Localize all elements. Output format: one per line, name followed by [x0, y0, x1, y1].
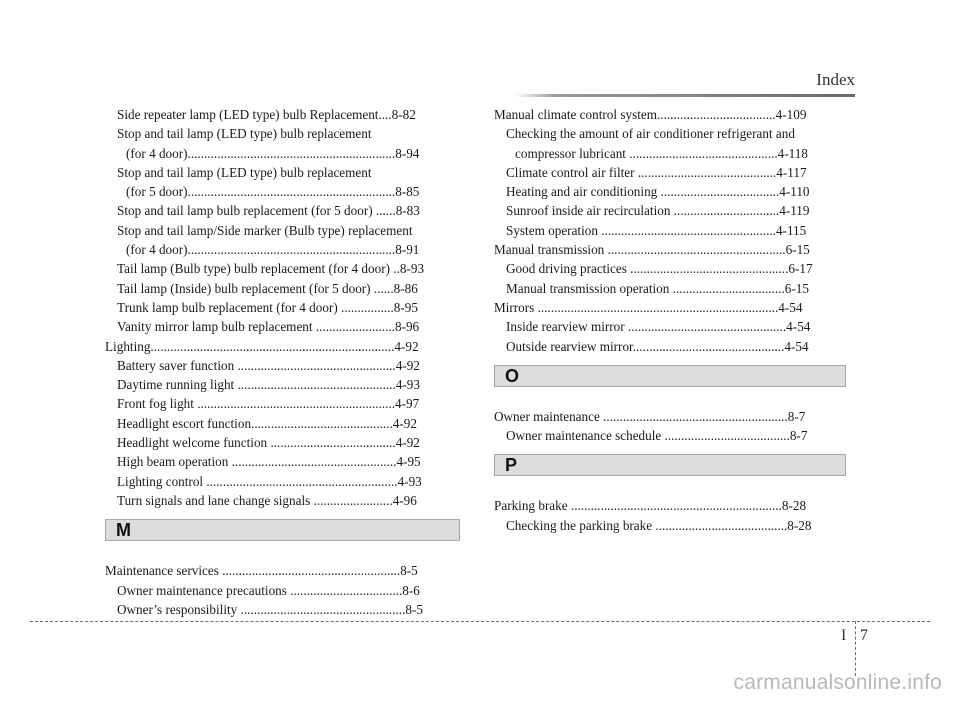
index-entry: Lighting..........................................................................4-92 — [105, 338, 419, 354]
index-entry: Stop and tail lamp/Side marker (Bulb type) replacement — [117, 222, 413, 238]
index-entry: Checking the parking brake ........................................8-28 — [506, 517, 812, 533]
left-entries-list — [105, 105, 460, 510]
index-entry: Tail lamp (Bulb type) bulb replacement (for 4 door) ..8-93 — [117, 261, 425, 277]
page-number: 7 — [860, 627, 868, 644]
section-header-o — [494, 365, 846, 387]
index-entry: Inside rearview mirror ................................................4-54 — [506, 319, 811, 335]
section-letter-p: P — [505, 455, 518, 476]
index-column-right — [494, 105, 846, 535]
index-entry: Outside rearview mirror..............................................4-54 — [506, 338, 809, 354]
index-entry: Sunroof inside air recirculation ................................4-119 — [506, 203, 810, 219]
index-entry: Owner maintenance ........................................................8-7 — [494, 408, 806, 424]
index-entry: Daytime running light ................................................4-93 — [117, 377, 420, 393]
right-entries-list — [494, 105, 846, 356]
index-entry: Manual climate control system....................................4-109 — [494, 107, 807, 122]
section-header-m — [105, 519, 460, 541]
index-entry: Owner’s responsibility ..................................................8-5 — [117, 601, 423, 617]
index-entry: Stop and tail lamp (LED type) bulb replacement — [117, 126, 372, 142]
index-entry: Battery saver function ................................................4-92 — [117, 357, 420, 373]
header-rule — [515, 94, 855, 97]
section-header-p — [494, 454, 846, 476]
index-entry: Turn signals and lane change signals ........................4-96 — [117, 492, 417, 508]
index-entry: High beam operation ..................................................4-95 — [117, 454, 421, 470]
index-entry: Mirrors .........................................................................4-54 — [494, 299, 803, 315]
index-entry: Manual transmission ......................................................6-15 — [494, 242, 810, 258]
index-entry: Front fog light ............................................................4-97 — [117, 396, 420, 412]
index-column-left — [105, 105, 460, 619]
index-entry: (for 4 door)...............................................................8-91 — [126, 242, 420, 258]
index-entry: Vanity mirror lamp bulb replacement ........................8-96 — [117, 319, 420, 335]
index-entry: compressor lubricant .............................................4-118 — [515, 145, 808, 161]
watermark: carmanualsonline.info — [733, 671, 942, 694]
index-entry: Headlight escort function...........................................4-92 — [117, 415, 417, 431]
section-letter-o: O — [505, 365, 520, 386]
index-entry: (for 4 door)...............................................................8-94 — [126, 145, 420, 161]
index-entry: Maintenance services ......................................................8-5 — [105, 563, 418, 579]
index-entry: Trunk lamp bulb replacement (for 4 door) ................8-95 — [117, 299, 418, 315]
index-entry: Owner maintenance schedule ......................................8-7 — [506, 428, 808, 444]
index-entry: (for 5 door)...............................................................8-85 — [126, 184, 420, 200]
index-entry: Lighting control ..........................................................4-93 — [117, 473, 422, 489]
page-title: Index — [816, 70, 855, 89]
index-entry: Checking the amount of air conditioner refrigerant and — [506, 126, 795, 142]
index-entry: Stop and tail lamp bulb replacement (for 5 door) ......8-83 — [117, 203, 420, 219]
index-entry: Stop and tail lamp (LED type) bulb replacement — [117, 164, 372, 180]
index-entry: Heating and air conditioning ....................................4-110 — [506, 184, 810, 200]
footer-rule — [30, 621, 930, 622]
section-p-entries — [494, 496, 846, 535]
section-o-entries — [494, 407, 846, 446]
section-letter-m: M — [116, 520, 131, 541]
index-entry: Parking brake ................................................................8-28 — [494, 498, 807, 514]
index-entry: Tail lamp (Inside) bulb replacement (for 5 door) ......8-86 — [117, 280, 418, 296]
index-entry: Headlight welcome function ......................................4-92 — [117, 435, 420, 451]
section-m-entries — [105, 561, 460, 619]
index-entry: Climate control air filter ..........................................4-117 — [506, 164, 807, 180]
index-entry: System operation .....................................................4-115 — [506, 222, 807, 238]
page-section-label: I — [841, 627, 847, 644]
index-entry: Owner maintenance precautions ..................................8-6 — [117, 582, 420, 598]
footer-divider — [855, 621, 856, 676]
index-entry: Manual transmission operation ..................................6-15 — [506, 280, 809, 296]
index-entry: Good driving practices ................................................6-17 — [506, 261, 813, 277]
index-entry: Side repeater lamp (LED type) bulb Replacement....8-82 — [117, 107, 416, 122]
